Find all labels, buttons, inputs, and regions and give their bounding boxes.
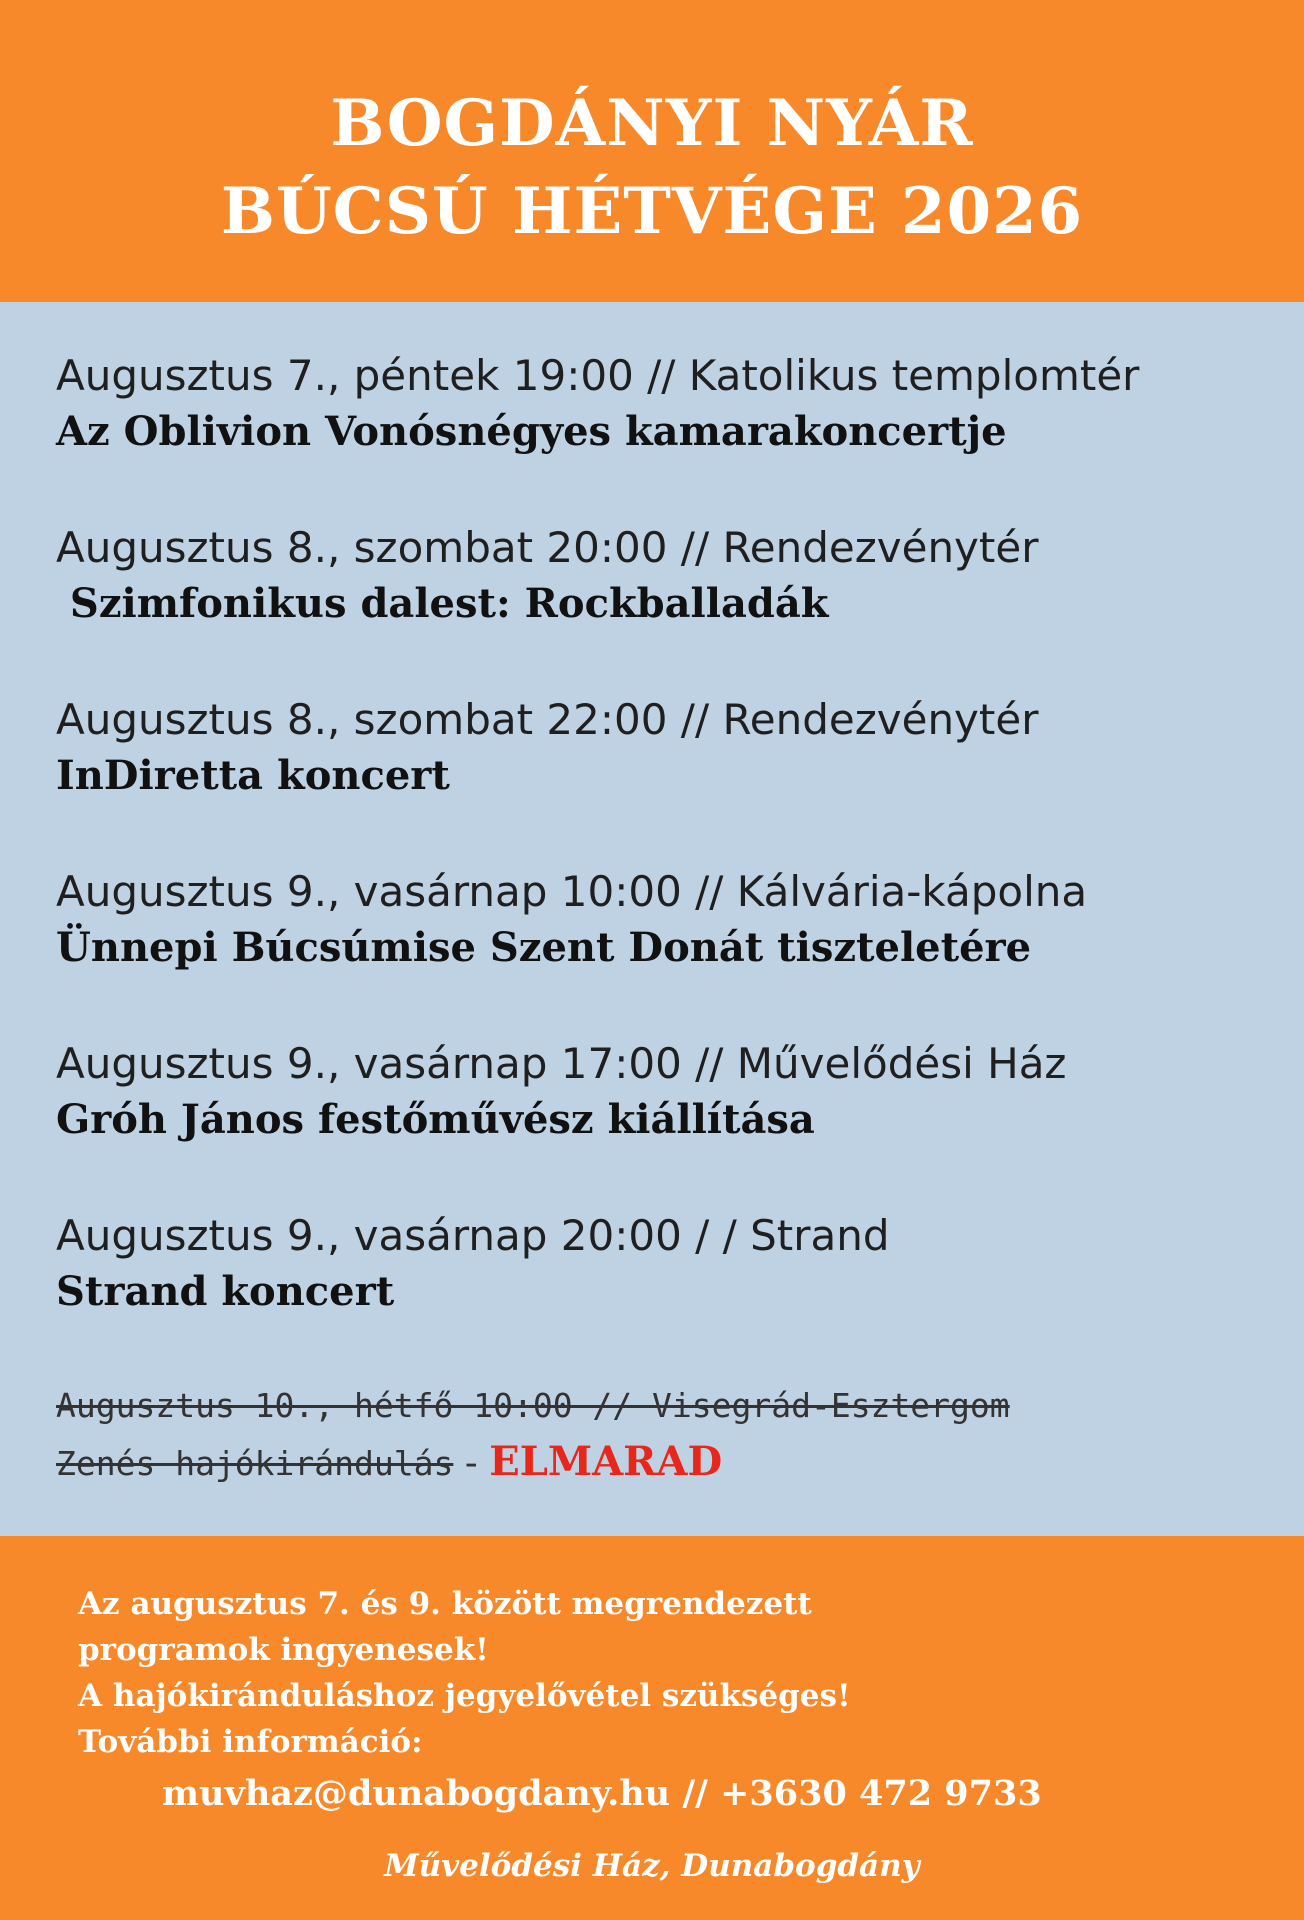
cancelled-status: ELMARAD xyxy=(489,1438,723,1485)
footer-ticket-note: A hajókiránduláshoz jegyelővétel szükséges! xyxy=(78,1678,851,1714)
event-item xyxy=(56,1208,1296,1320)
event-title: Gróh János festőművész kiállítása xyxy=(56,1096,815,1143)
cancelled-event-datetime-location: Augusztus 10., hétfő 10:00 // Visegrád-Esztergom xyxy=(56,1386,1010,1425)
event-item xyxy=(56,348,1296,460)
event-datetime-location: Augusztus 7., péntek 19:00 // Katolikus templomtér xyxy=(56,351,1140,400)
poster-footer xyxy=(0,1536,1304,1920)
event-item xyxy=(56,1036,1296,1148)
cancelled-event-line xyxy=(56,1434,1300,1492)
event-title: Ünnepi Búcsúmise Szent Donát tiszteletére xyxy=(56,924,1032,971)
poster-header xyxy=(0,0,1304,302)
event-title: Szimfonikus dalest: Rockballadák xyxy=(56,580,829,627)
event-datetime-location: Augusztus 9., vasárnap 17:00 // Művelődési Ház xyxy=(56,1039,1067,1088)
event-title: Az Oblivion Vonósnégyes kamarakoncertje xyxy=(56,408,1007,455)
footer-organizer: Művelődési Ház, Dunabogdány xyxy=(384,1848,920,1884)
footer-free-line-2: programok ingyenesek! xyxy=(78,1632,489,1668)
event-title: Strand koncert xyxy=(56,1268,395,1315)
event-datetime-location: Augusztus 8., szombat 20:00 // Rendezvénytér xyxy=(56,523,1039,572)
event-datetime-location: Augusztus 9., vasárnap 10:00 // Kálvária-kápolna xyxy=(56,867,1088,916)
event-datetime-location: Augusztus 8., szombat 22:00 // Rendezvénytér xyxy=(56,695,1039,744)
cancelled-event-title: Zenés hajókirándulás xyxy=(56,1444,454,1483)
event-item xyxy=(56,692,1296,804)
event-title: InDiretta koncert xyxy=(56,752,450,799)
footer-info-label: További információ: xyxy=(78,1724,423,1760)
title-line-2: BÚCSÚ HÉTVÉGE 2026 xyxy=(220,174,1084,249)
footer-free-line-1: Az augusztus 7. és 9. között megrendezett xyxy=(78,1586,812,1622)
event-item xyxy=(56,520,1296,632)
cancelled-separator: - xyxy=(453,1443,490,1484)
footer-contact: muvhaz@dunabogdany.hu // +3630 472 9733 xyxy=(162,1773,1042,1814)
event-datetime-location: Augusztus 9., vasárnap 20:00 / / Strand xyxy=(56,1211,890,1260)
event-item xyxy=(56,864,1296,976)
cancelled-event xyxy=(56,1378,1300,1492)
title-line-1: BOGDÁNYI NYÁR xyxy=(330,86,974,161)
